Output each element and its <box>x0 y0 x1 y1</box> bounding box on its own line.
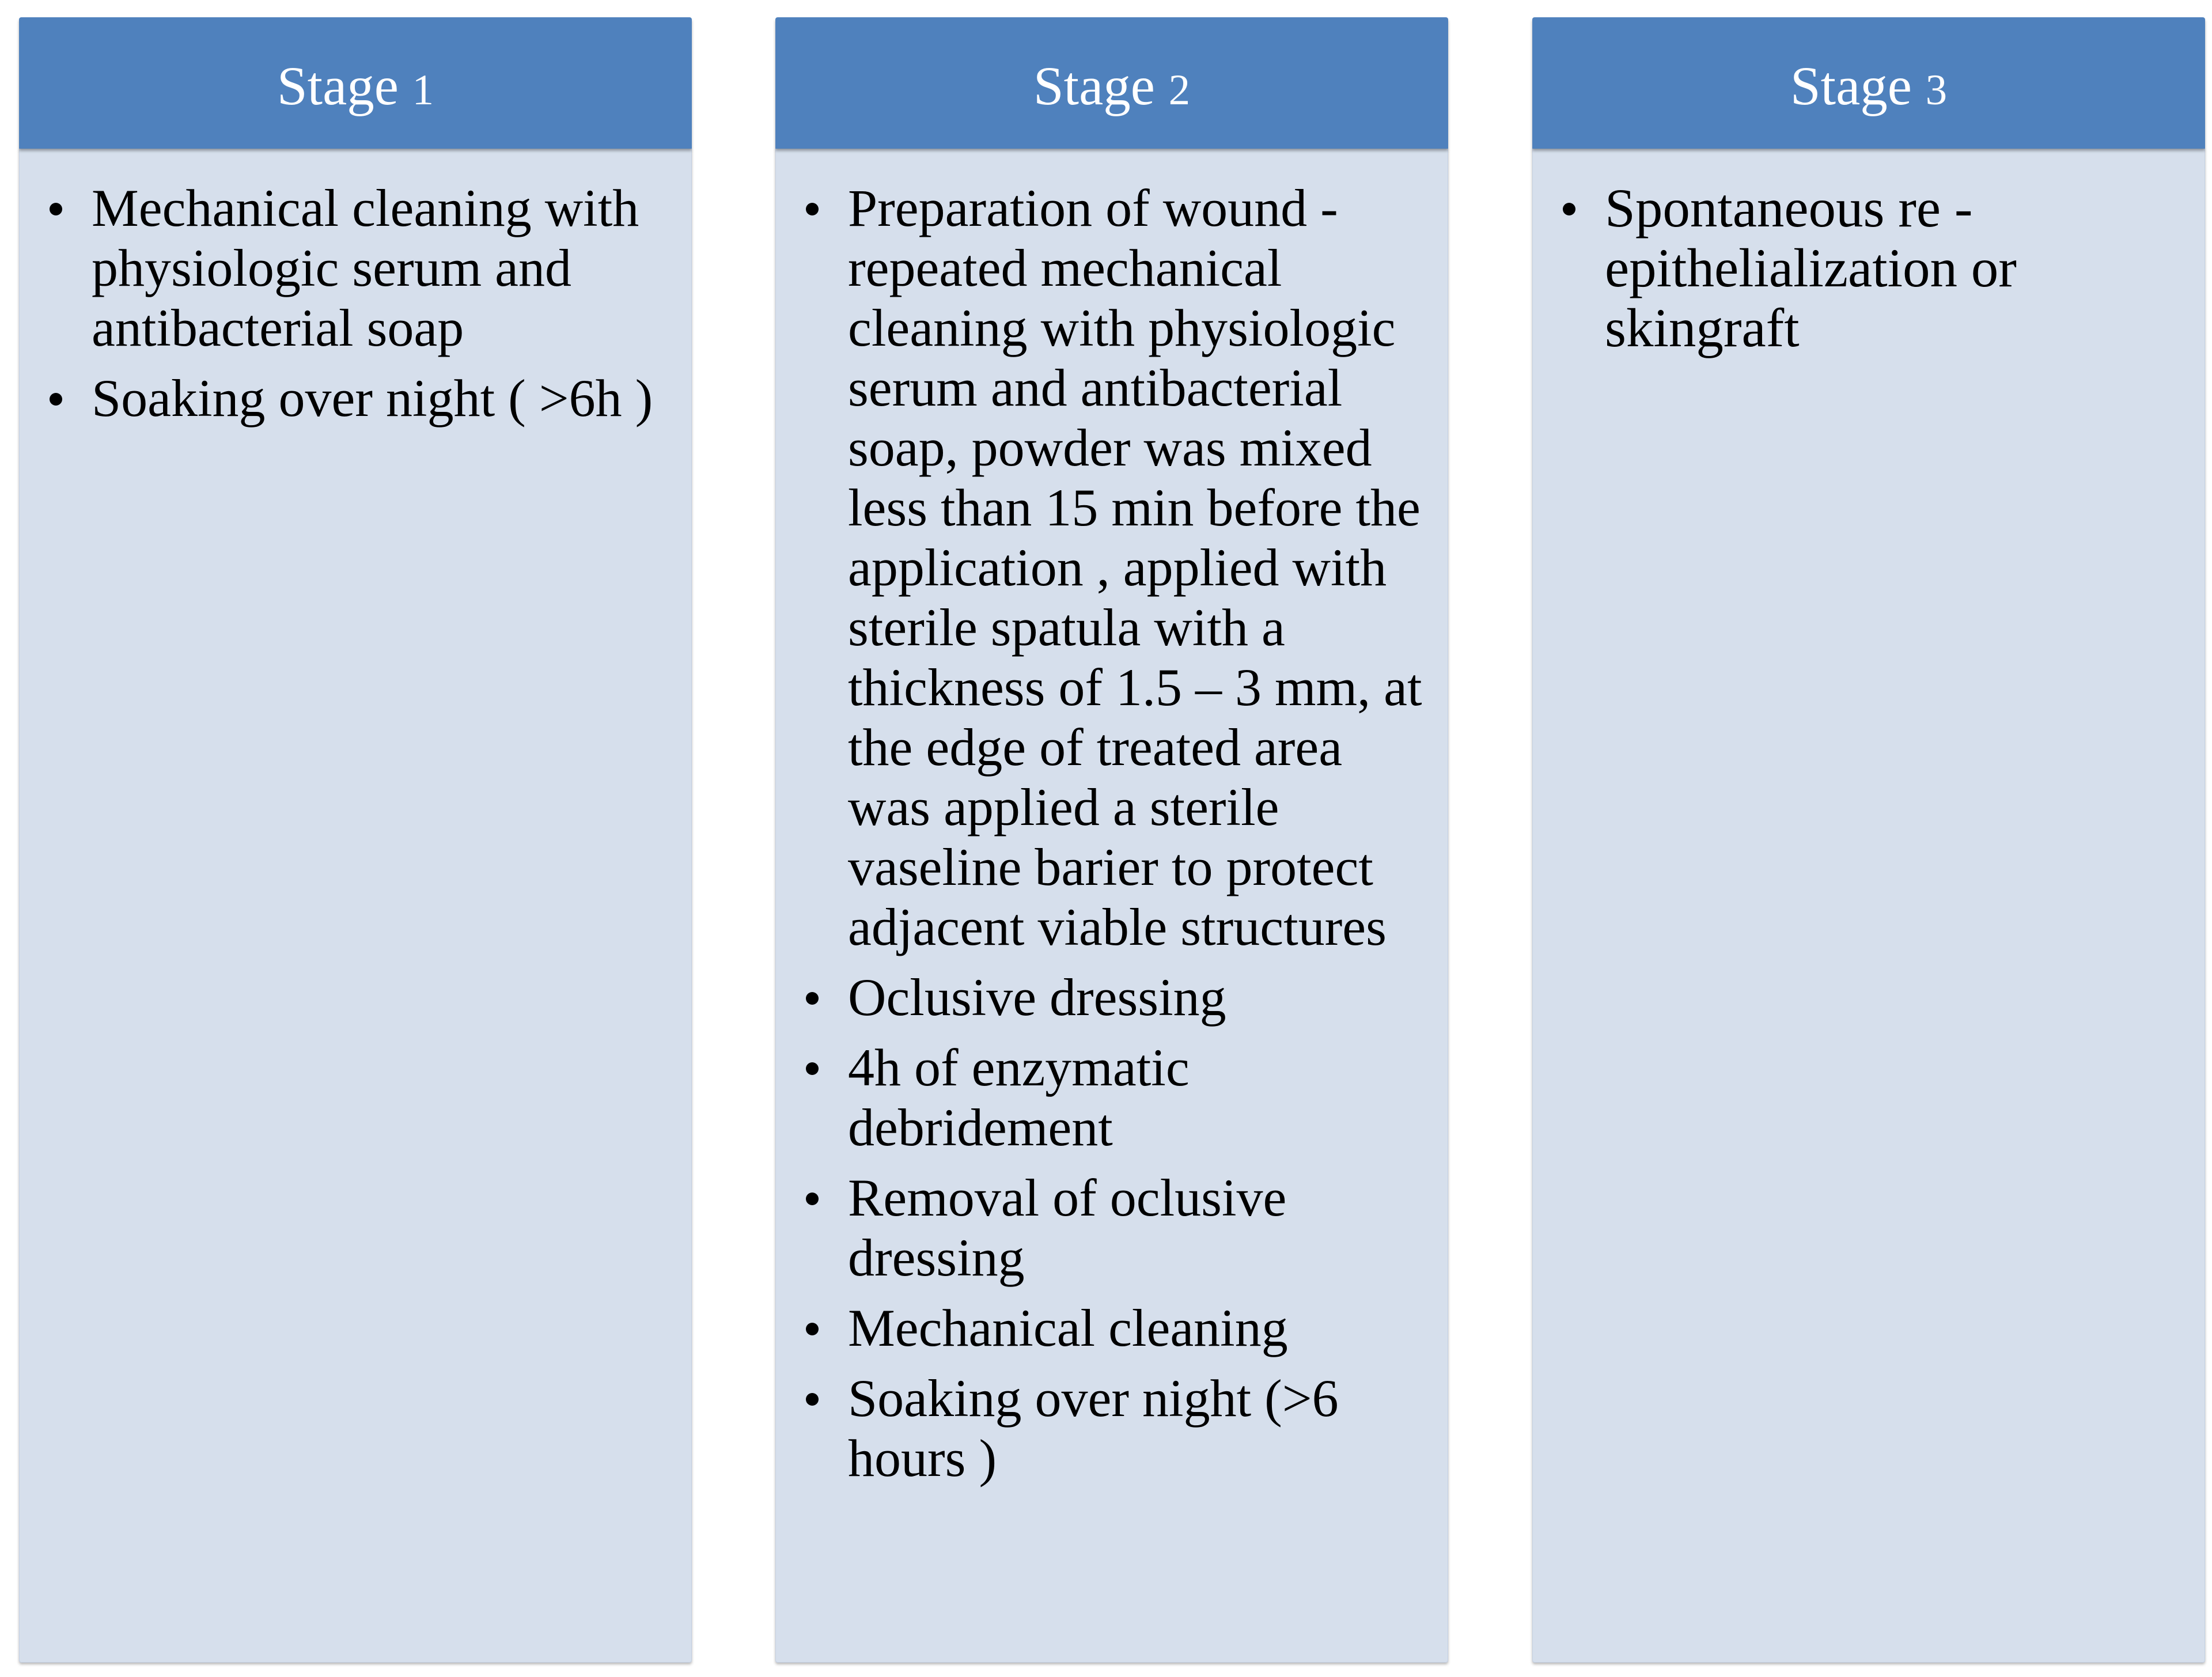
list-item <box>1533 178 2205 358</box>
list-item-text: Soaking over night (>6 hours ) <box>848 1369 1339 1487</box>
bullet-icon <box>50 203 62 215</box>
stage-1-list <box>20 178 691 438</box>
list-item <box>776 1038 1448 1157</box>
stage-2-title <box>1033 55 1191 116</box>
list-item <box>776 1168 1448 1288</box>
stage-1-body <box>19 149 692 1663</box>
list-item-text: Preparation of wound - repeated mechanical cleaning with physiologic serum and antibacterial soap, powder was mixed less than 15 min before the application , applied with sterile spatula with a thickness of 1.5 – 3 mm, at the edge of treated area was applied a sterile vaseline barier to protect adjacent viable structures <box>848 179 1422 956</box>
list-item <box>776 1368 1448 1488</box>
stage-2-header <box>775 17 1448 149</box>
stage-3-title <box>1790 55 1948 116</box>
stage-1-title <box>276 55 434 116</box>
stage-3-column <box>1532 17 2205 1663</box>
stage-1-header <box>19 17 692 149</box>
stage-3-label: Stage <box>1790 55 1912 116</box>
stage-1-number: 1 <box>412 66 434 114</box>
list-item <box>776 178 1448 957</box>
bullet-icon <box>806 1193 819 1205</box>
list-item-text: Removal of oclusive dressing <box>848 1168 1287 1287</box>
list-item-text: Spontaneous re - epithelialization or skingraft <box>1605 177 2017 358</box>
stage-1-column <box>19 17 692 1663</box>
stage-3-header <box>1532 17 2205 149</box>
stage-3-list <box>1533 178 2205 368</box>
list-item-text: Soaking over night ( >6h ) <box>92 369 653 427</box>
bullet-icon <box>806 1323 819 1335</box>
bullet-icon <box>806 203 819 215</box>
list-item-text: Mechanical cleaning <box>848 1299 1288 1357</box>
list-item-text: 4h of enzymatic debridement <box>848 1038 1190 1157</box>
stage-2-number: 2 <box>1168 66 1191 114</box>
list-item-text: Mechanical cleaning with physiologic serum and antibacterial soap <box>92 179 639 357</box>
stage-3-body <box>1532 149 2205 1663</box>
stage-2-list <box>776 178 1448 1498</box>
stage-2-body <box>775 149 1448 1663</box>
list-item <box>776 1298 1448 1358</box>
stage-2-column <box>775 17 1448 1663</box>
bullet-icon <box>806 1393 819 1406</box>
list-item <box>776 967 1448 1027</box>
stage-2-label: Stage <box>1033 55 1155 116</box>
stage-3-number: 3 <box>1925 66 1948 114</box>
bullet-icon <box>1563 203 1575 215</box>
list-item <box>20 368 691 428</box>
bullet-icon <box>806 992 819 1005</box>
list-item <box>20 178 691 358</box>
list-item-text: Oclusive dressing <box>848 968 1226 1027</box>
bullet-icon <box>50 393 62 406</box>
stage-1-label: Stage <box>276 55 399 116</box>
bullet-icon <box>806 1062 819 1075</box>
